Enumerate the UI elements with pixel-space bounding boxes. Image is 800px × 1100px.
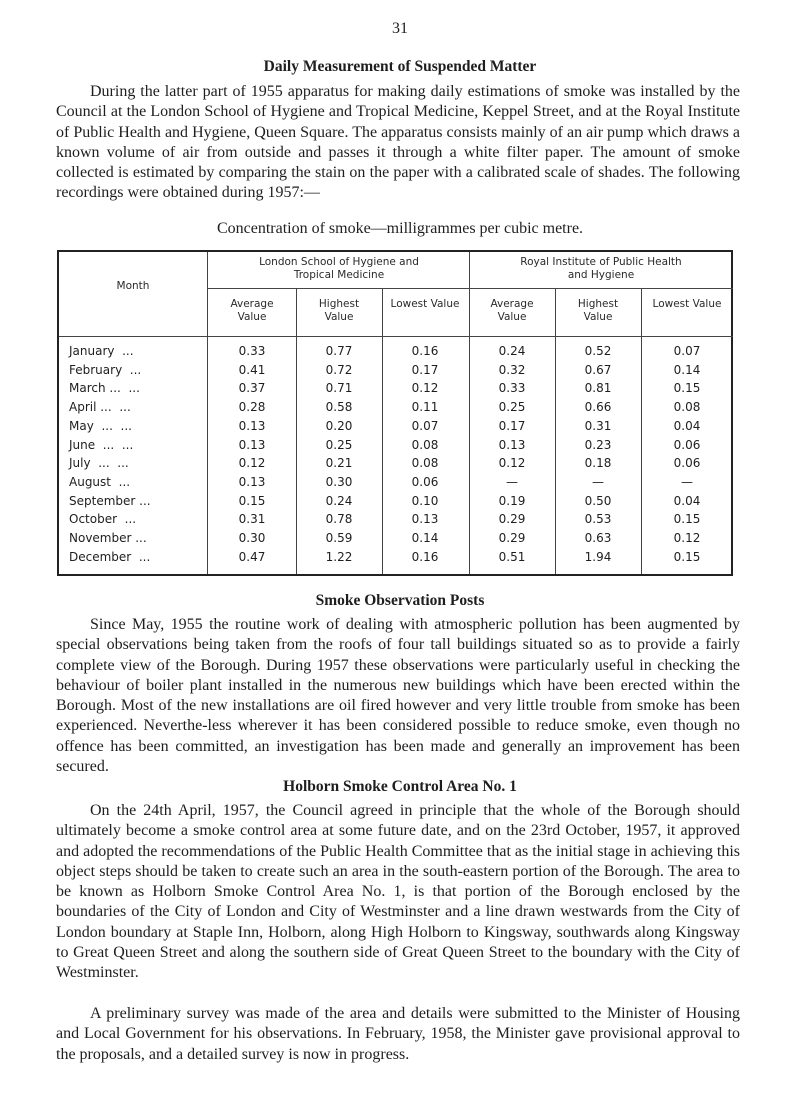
table-row-month: July ... ... xyxy=(69,456,129,471)
table-cell: 0.67 xyxy=(584,362,612,377)
table-cell: — xyxy=(592,474,604,489)
table-cell: 0.53 xyxy=(584,512,612,527)
table-cell: 0.81 xyxy=(584,381,612,396)
table-cell: 0.20 xyxy=(325,418,353,433)
header-london-school: London School of Hygiene and Tropical Medicine xyxy=(259,256,419,281)
table-cell: 0.17 xyxy=(411,362,439,377)
table-cell: 0.10 xyxy=(411,493,439,508)
table-row-month: May ... ... xyxy=(69,418,132,433)
header-ls-lowest: Lowest Value xyxy=(390,298,460,310)
table-cell: 0.24 xyxy=(498,344,526,358)
table-cell: — xyxy=(506,474,518,489)
table-cell: 0.04 xyxy=(673,493,701,508)
table-cell: 0.08 xyxy=(411,437,439,452)
table-cell: 0.16 xyxy=(411,549,439,564)
table-cell: 0.23 xyxy=(584,437,612,452)
table-cell: 0.47 xyxy=(238,549,266,564)
table-cell: — xyxy=(681,474,693,489)
table-caption: Concentration of smoke—milligrammes per cubic metre. xyxy=(216,220,584,237)
table-cell: 0.77 xyxy=(325,344,353,358)
table-cell: 0.14 xyxy=(411,531,439,545)
table-cell: 1.22 xyxy=(325,549,353,564)
table-row-month: August ... xyxy=(69,474,131,489)
table-cell: 0.31 xyxy=(238,512,266,527)
table-cell: 0.12 xyxy=(498,456,526,471)
table-cell: 0.17 xyxy=(498,418,526,433)
table-cell: 0.06 xyxy=(673,456,701,471)
table-row-month: December ... xyxy=(69,549,151,564)
table-cell: 0.14 xyxy=(673,362,701,377)
table-row-month: April ... ... xyxy=(69,400,131,415)
table-cell: 0.04 xyxy=(673,418,701,433)
table-cell: 0.18 xyxy=(584,456,612,471)
table-cell: 0.30 xyxy=(325,474,353,489)
page-number: 31 xyxy=(392,20,408,37)
table-cell: 0.21 xyxy=(325,456,353,471)
table-cell: 0.12 xyxy=(411,381,439,396)
table-cell: 0.13 xyxy=(411,512,439,527)
table-row-month: September ... xyxy=(69,493,151,508)
table-cell: 0.15 xyxy=(238,493,266,508)
table-cell: 0.33 xyxy=(498,381,526,396)
header-ls-average: Average Value xyxy=(230,298,274,323)
table-cell: 0.29 xyxy=(498,512,526,527)
table-cell: 0.66 xyxy=(584,400,612,415)
table-cell: 0.12 xyxy=(673,531,701,545)
section-heading-observation-posts: Smoke Observation Posts xyxy=(315,592,485,609)
table-cell: 0.52 xyxy=(584,344,612,358)
table-cell: 0.07 xyxy=(673,344,701,358)
table-cell: 0.13 xyxy=(238,418,266,433)
table-row-month: June ... ... xyxy=(69,437,134,452)
table-row-month: March ... ... xyxy=(69,381,140,396)
table-cell: 0.25 xyxy=(498,400,526,415)
table-cell: 0.19 xyxy=(498,493,526,508)
table-cell: 0.37 xyxy=(238,381,266,396)
table-cell: 0.13 xyxy=(498,437,526,452)
table-cell: 0.71 xyxy=(325,381,353,396)
smoke-concentration-table xyxy=(57,250,733,576)
table-cell: 0.15 xyxy=(673,381,701,396)
table-cell: 0.12 xyxy=(238,456,266,471)
table-cell: 0.31 xyxy=(584,418,612,433)
table-cell: 0.63 xyxy=(584,531,612,545)
table-cell: 0.28 xyxy=(238,400,266,415)
table-cell: 0.07 xyxy=(411,418,439,433)
header-ri-highest: Highest Value xyxy=(577,298,619,323)
table-cell: 0.06 xyxy=(673,437,701,452)
table-cell: 0.41 xyxy=(238,362,266,377)
table-cell: 0.29 xyxy=(498,531,526,545)
table-cell: 0.24 xyxy=(325,493,353,508)
table-cell: 0.58 xyxy=(325,400,353,415)
table-cell: 0.11 xyxy=(411,400,439,415)
table-row-month: November ... xyxy=(69,531,147,545)
header-ri-lowest: Lowest Value xyxy=(652,298,722,310)
table-cell: 0.13 xyxy=(238,437,266,452)
paragraph-smoke-control-area-2: A preliminary survey was made of the area and details were submitted to the Minister of Housing and Local Government for his observations. In February, 1958, the Minister gave provisional approval to the proposals, and a detailed survey is now in progress. xyxy=(56,1005,740,1063)
paragraph-observation-posts: Since May, 1955 the routine work of dealing with atmospheric pollution has been augmented by special observations being taken from the roofs of four tall buildings situated so as to provide a fairly complete view of the Borough. During 1957 these observations were particularly useful in checking the behaviour of boiler plant installed in the numerous new buildings which have been erected within the Borough. Most of the new installations are oil fired however and very little trouble from smoke has been experienced. Neverthe-less wherever it has been considered possible to reduce smoke, even though no offence has been committed, an investigation has been made and generally an improvement has been secured. xyxy=(56,616,740,776)
table-cell: 0.08 xyxy=(411,456,439,471)
table-cell: 0.13 xyxy=(238,474,266,489)
table-cell: 0.15 xyxy=(673,549,701,564)
paragraph-smoke-control-area-1: On the 24th April, 1957, the Council agreed in principle that the whole of the Borough should ultimately become a smoke control area at some future date, and on the 23rd October, 1957, it approved and adopted the recommendations of the Public Health Committee that as the initial stage in achieving this object steps should be taken to create such an area in the south-eastern portion of the Borough. The area to be known as Holborn Smoke Control Area No. 1, is that portion of the Borough enclosed by the boundaries of the City of London and City of Westminster and a line drawn westwards from the City of London boundary at Staple Inn, Holborn, along High Holborn to Kingsway, southwards along Kingsway to Great Queen Street and along the southern side of Great Queen Street to the boundary with the City of Westminster. xyxy=(56,802,740,982)
table-row-month: October ... xyxy=(69,512,137,527)
section-heading-suspended-matter: Daily Measurement of Suspended Matter xyxy=(263,58,537,75)
paragraph-suspended-matter: During the latter part of 1955 apparatus for making daily estimations of smoke was installed by the Council at the London School of Hygiene and Tropical Medicine, Keppel Street, and at the Royal Institute of Public Health and Hygiene, Queen Square. The apparatus consists mainly of an air pump which draws a known volume of air from outside and passes it through a white filter paper. The amount of smoke collected is estimated by comparing the stain on the paper with a calibrated scale of shades. The following recordings were obtained during 1957:— xyxy=(56,83,740,202)
table-cell: 0.06 xyxy=(411,474,439,489)
table-cell: 0.78 xyxy=(325,512,353,527)
table-cell: 0.50 xyxy=(584,493,612,508)
table-cell: 0.25 xyxy=(325,437,353,452)
table-cell: 0.51 xyxy=(498,549,526,564)
table-cell: 0.15 xyxy=(673,512,701,527)
table-cell: 0.72 xyxy=(325,362,353,377)
month-header: Month xyxy=(116,280,150,292)
table-cell: 0.59 xyxy=(325,531,353,545)
table-cell: 0.32 xyxy=(498,362,526,377)
table-row-month: January ... xyxy=(69,344,134,358)
section-heading-smoke-control-area: Holborn Smoke Control Area No. 1 xyxy=(283,778,517,795)
header-ri-average: Average Value xyxy=(490,298,534,323)
table-cell: 0.33 xyxy=(238,344,266,358)
table-row-month: February ... xyxy=(69,362,142,377)
header-royal-institute: Royal Institute of Public Health and Hygiene xyxy=(520,256,682,281)
table-cell: 1.94 xyxy=(584,549,612,564)
header-ls-highest: Highest Value xyxy=(318,298,360,323)
table-cell: 0.30 xyxy=(238,531,266,545)
table-cell: 0.16 xyxy=(411,344,439,358)
table-cell: 0.08 xyxy=(673,400,701,415)
